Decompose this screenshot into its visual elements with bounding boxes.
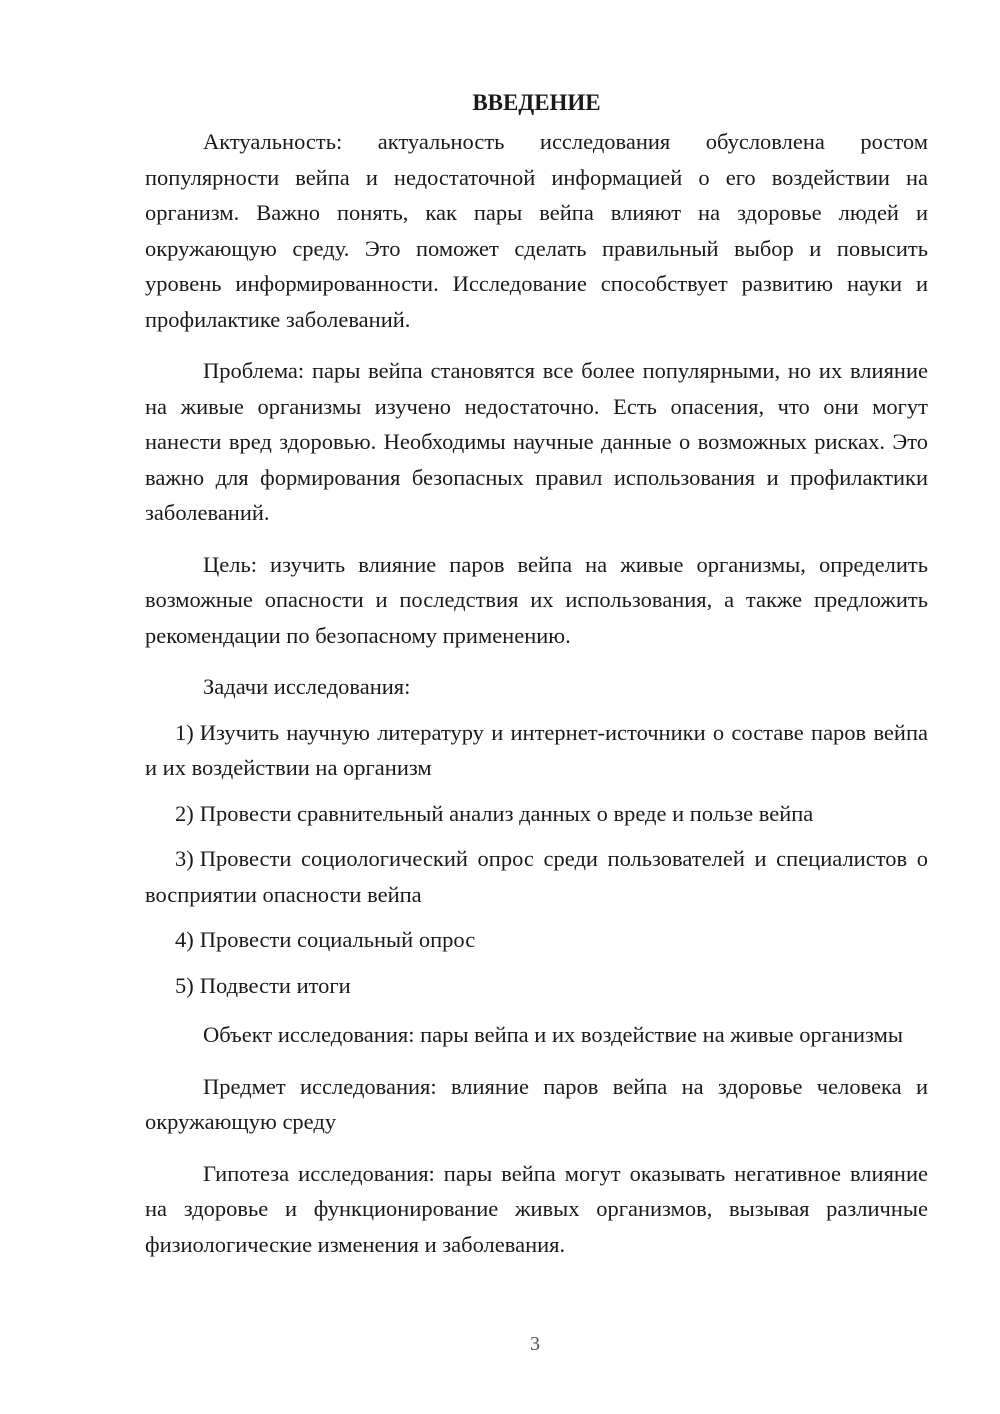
task-number: 4) [175,927,194,952]
task-number: 2) [175,800,194,826]
object-paragraph: Объект исследования: пары вейпа и их воздействие на живые организмы [203,1022,903,1047]
task-number: 5) [175,972,194,998]
tasks-heading: Задачи исследования: [203,674,411,699]
document-page [145,88,928,1278]
task-item-5 [145,968,928,1004]
task-text: Изучить научную литературу и интернет-источники о составе паров вейпа и их воздействии на организм [145,719,928,780]
task-number: 3) [175,846,194,871]
page-title: ВВЕДЕНИЕ [472,90,601,115]
goal-paragraph: Цель: изучить влияние паров вейпа на живые организмы, определить возможные опасности и последствия их использования, а также предложить рекомендации по безопасному применению. [145,551,928,648]
task-text: Провести социальный опрос [199,927,476,952]
task-item-4 [145,922,928,958]
task-item-1 [145,715,928,786]
task-item-3 [145,841,928,912]
task-item-2 [145,796,928,832]
task-text: Провести социологический опрос среди пользователей и специалистов о восприятии опасности вейпа [145,846,928,907]
relevance-paragraph: Актуальность: актуальность исследования обусловлена ростом популярности вейпа и недостаточной информацией о его воздействии на организм. Важно понять, как пары вейпа влияют на здоровье людей и окружающую среду. Это поможет сделать правильный выбор и повысить уровень информированности. Исследование способствует развитию науки и профилактике заболеваний. [145,129,928,332]
problem-paragraph: Проблема: пары вейпа становятся все более популярными, но их влияние на живые организмы изучено недостаточно. Есть опасения, что они могут нанести вред здоровью. Необходимы научные данные о возможных рисках. Это важно для формирования безопасных правил использования и профилактики заболеваний. [145,358,928,525]
hypothesis-paragraph: Гипотеза исследования: пары вейпа могут оказывать негативное влияние на здоровье и функционирование живых организмов, вызывая различные физиологические изменения и заболевания. [145,1160,928,1257]
page-number: 3 [530,1333,540,1355]
task-number: 1) [175,719,194,745]
subject-paragraph: Предмет исследования: влияние паров вейпа на здоровье человека и окружающую среду [145,1073,928,1134]
task-text: Подвести итоги [199,972,351,998]
task-text: Провести сравнительный анализ данных о вреде и пользе вейпа [199,800,814,826]
